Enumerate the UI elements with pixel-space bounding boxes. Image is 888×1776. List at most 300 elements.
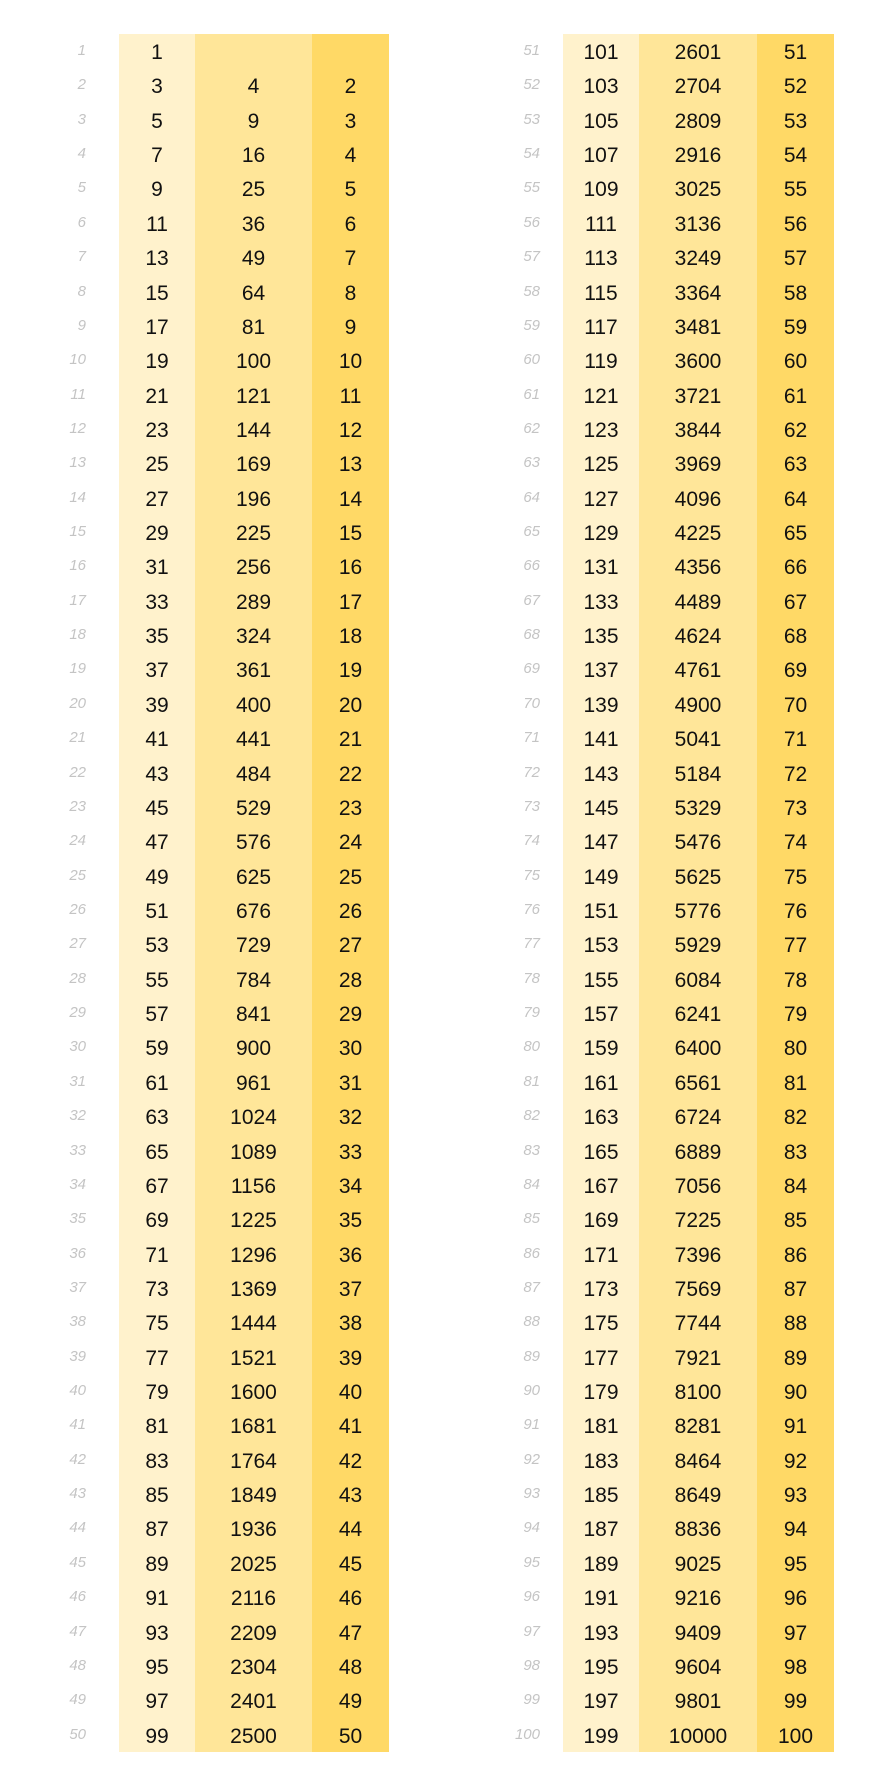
- odd-number-cell: 149: [583, 865, 619, 889]
- row-number: 80: [523, 1038, 540, 1056]
- square-cell: 2401: [230, 1690, 277, 1714]
- index-cell: 55: [783, 178, 808, 202]
- odd-number-cell: 97: [145, 1690, 169, 1714]
- row-number: 79: [523, 1004, 540, 1022]
- table-row: [0, 584, 888, 618]
- square-cell: 100: [235, 350, 272, 374]
- square-cell: 4096: [674, 487, 722, 511]
- row-number: 18: [69, 626, 86, 644]
- index-cell: 31: [338, 1071, 363, 1095]
- odd-number-cell: 17: [145, 315, 169, 339]
- square-cell: 9604: [674, 1655, 722, 1679]
- square-cell: 1296: [230, 1243, 277, 1267]
- odd-number-cell: 33: [145, 590, 169, 614]
- square-cell: 49: [241, 247, 266, 271]
- square-cell: 3136: [674, 212, 722, 236]
- odd-number-cell: 19: [145, 350, 169, 374]
- odd-number-cell: 121: [583, 384, 619, 408]
- odd-number-cell: 39: [145, 693, 169, 717]
- row-number: 87: [523, 1278, 540, 1296]
- index-cell: 84: [783, 1174, 808, 1198]
- odd-number-cell: 85: [145, 1484, 169, 1508]
- odd-number-cell: 115: [584, 281, 618, 305]
- odd-number-cell: 3: [151, 75, 163, 99]
- odd-number-cell: 161: [583, 1071, 619, 1095]
- odd-number-cell: 21: [145, 384, 169, 408]
- row-number: 35: [69, 1210, 86, 1228]
- row-number: 38: [69, 1313, 86, 1331]
- row-number: 51: [523, 42, 540, 59]
- odd-number-cell: 189: [583, 1552, 619, 1576]
- square-cell: 3249: [674, 247, 722, 271]
- square-cell: 9: [247, 109, 260, 133]
- odd-number-cell: 141: [583, 728, 619, 752]
- row-number: 36: [69, 1244, 86, 1262]
- row-number: 99: [523, 1691, 540, 1709]
- index-cell: 34: [338, 1174, 363, 1198]
- square-cell: 576: [235, 831, 272, 855]
- index-cell: 19: [338, 659, 363, 683]
- row-number: 13: [69, 454, 86, 472]
- index-cell: 88: [783, 1312, 808, 1336]
- odd-number-cell: 191: [583, 1587, 619, 1611]
- index-cell: 15: [338, 522, 363, 546]
- row-number: 42: [69, 1450, 86, 1468]
- index-cell: 100: [777, 1724, 814, 1748]
- table-row: [0, 790, 888, 824]
- index-cell: 6: [344, 212, 357, 236]
- row-number: 44: [69, 1519, 86, 1537]
- square-cell: 6889: [674, 1140, 722, 1164]
- odd-number-cell: 119: [584, 350, 618, 374]
- row-number: 32: [69, 1107, 86, 1125]
- table-row: [0, 206, 888, 240]
- index-cell: 17: [338, 590, 363, 614]
- index-cell: 38: [338, 1312, 363, 1336]
- square-cell: 8100: [674, 1381, 722, 1405]
- row-number: 60: [523, 351, 540, 369]
- odd-number-cell: 103: [583, 75, 619, 99]
- row-number: 84: [523, 1175, 540, 1193]
- row-number: 22: [69, 763, 86, 781]
- index-cell: 99: [783, 1690, 808, 1714]
- square-cell: 289: [235, 590, 272, 614]
- row-number: 15: [69, 523, 86, 541]
- index-cell: 72: [783, 762, 808, 786]
- index-cell: 33: [338, 1140, 363, 1164]
- odd-number-cell: 27: [145, 487, 169, 511]
- table-row: [0, 824, 888, 858]
- square-cell: 8649: [674, 1484, 722, 1508]
- square-cell: 4225: [674, 522, 722, 546]
- square-cell: 4489: [674, 590, 722, 614]
- odd-number-cell: 131: [583, 556, 619, 580]
- index-cell: 40: [338, 1381, 363, 1405]
- square-cell: 7921: [674, 1346, 722, 1370]
- index-cell: 58: [783, 281, 808, 305]
- row-number: 70: [523, 694, 540, 712]
- square-cell: 8836: [674, 1518, 722, 1542]
- odd-number-cell: 169: [583, 1209, 619, 1233]
- index-cell: 43: [338, 1484, 363, 1508]
- table-row: [0, 1615, 888, 1649]
- row-number: 3: [77, 110, 86, 128]
- row-number: 5: [77, 179, 86, 197]
- index-cell: 56: [783, 212, 808, 236]
- odd-number-cell: 59: [145, 1037, 169, 1061]
- odd-number-cell: 167: [583, 1174, 619, 1198]
- row-number: 30: [69, 1038, 86, 1056]
- odd-number-cell: 43: [145, 762, 169, 786]
- row-number: 37: [69, 1278, 86, 1296]
- table-row: [0, 1271, 888, 1305]
- index-cell: 35: [338, 1209, 363, 1233]
- row-number: 72: [523, 763, 540, 781]
- row-number: 81: [523, 1072, 540, 1090]
- index-cell: 8: [344, 281, 357, 305]
- square-cell: 1024: [230, 1106, 277, 1130]
- odd-number-cell: 105: [583, 109, 619, 133]
- row-number: 88: [523, 1313, 540, 1331]
- index-cell: 93: [783, 1484, 808, 1508]
- index-cell: 24: [338, 831, 363, 855]
- index-cell: 23: [338, 796, 363, 820]
- square-cell: 361: [235, 659, 272, 683]
- table-row: [0, 1305, 888, 1339]
- square-cell: 441: [235, 728, 272, 752]
- row-number: 58: [523, 282, 540, 300]
- square-cell: 4356: [674, 556, 722, 580]
- row-number: 98: [523, 1656, 540, 1674]
- index-cell: 89: [783, 1346, 808, 1370]
- square-cell: 3481: [674, 315, 722, 339]
- odd-number-cell: 1: [151, 41, 163, 64]
- odd-number-cell: 125: [583, 453, 619, 477]
- index-cell: 46: [338, 1587, 363, 1611]
- index-cell: 50: [338, 1724, 363, 1748]
- row-number: 85: [523, 1210, 540, 1228]
- row-number: 93: [523, 1485, 540, 1503]
- row-number: 69: [523, 660, 540, 678]
- row-number: 39: [69, 1347, 86, 1365]
- odd-number-cell: 153: [583, 934, 619, 958]
- table-row: [0, 1237, 888, 1271]
- odd-number-cell: 187: [583, 1518, 619, 1542]
- row-number: 26: [69, 901, 86, 918]
- index-cell: 32: [338, 1106, 363, 1130]
- row-number: 43: [69, 1485, 86, 1503]
- table-row: [0, 171, 888, 205]
- odd-number-cell: 183: [583, 1449, 619, 1473]
- odd-number-cell: 195: [583, 1655, 619, 1679]
- square-cell: 1600: [230, 1381, 277, 1405]
- odd-number-cell: 147: [583, 831, 619, 855]
- index-cell: 97: [783, 1621, 808, 1645]
- odd-number-cell: 87: [145, 1518, 169, 1542]
- odd-number-cell: 99: [145, 1724, 169, 1748]
- index-cell: 79: [783, 1003, 808, 1027]
- square-cell: 1369: [230, 1277, 277, 1301]
- table-row: [0, 618, 888, 652]
- row-number: 53: [523, 110, 540, 128]
- row-number: 57: [523, 248, 540, 266]
- table-row: [0, 1718, 888, 1752]
- index-cell: 9: [344, 315, 357, 339]
- square-cell: 5184: [674, 762, 722, 786]
- odd-number-cell: 101: [583, 41, 619, 64]
- square-cell: 8464: [674, 1449, 722, 1473]
- index-cell: 49: [338, 1690, 363, 1714]
- index-cell: 51: [783, 41, 808, 64]
- table-row: [0, 1546, 888, 1580]
- odd-number-cell: 49: [145, 865, 169, 889]
- square-cell: 4: [247, 75, 260, 99]
- odd-number-cell: 47: [145, 831, 169, 855]
- row-number: 77: [523, 935, 540, 953]
- odd-number-cell: 13: [145, 247, 169, 271]
- table-row: [0, 996, 888, 1030]
- row-number: 10: [69, 351, 86, 369]
- odd-number-cell: 81: [145, 1415, 169, 1439]
- row-number: 78: [523, 969, 540, 987]
- square-cell: 6724: [674, 1106, 722, 1130]
- square-cell: 1444: [230, 1312, 277, 1336]
- row-number: 20: [69, 694, 86, 712]
- odd-number-cell: 67: [145, 1174, 169, 1198]
- index-cell: 64: [783, 487, 808, 511]
- row-number: 12: [69, 419, 86, 437]
- table-row: [0, 309, 888, 343]
- table-row: [0, 1408, 888, 1442]
- square-cell: 961: [235, 1071, 272, 1095]
- odd-number-cell: 139: [583, 693, 619, 717]
- odd-number-cell: 71: [145, 1243, 169, 1267]
- square-cell: 3364: [674, 281, 722, 305]
- table-row: [0, 1374, 888, 1408]
- odd-number-cell: 129: [583, 522, 619, 546]
- row-number: 97: [523, 1622, 540, 1640]
- row-number: 4: [77, 145, 86, 163]
- index-cell: 5: [344, 178, 357, 202]
- index-cell: 39: [338, 1346, 363, 1370]
- index-cell: 18: [338, 625, 363, 649]
- index-cell: 90: [783, 1381, 808, 1405]
- row-number: 17: [69, 591, 86, 609]
- row-number: 47: [69, 1622, 86, 1640]
- index-cell: 12: [338, 418, 363, 442]
- table-row: [0, 1649, 888, 1683]
- table-row: [0, 103, 888, 137]
- row-number: 91: [523, 1416, 540, 1434]
- square-cell: 3721: [674, 384, 722, 408]
- index-cell: 59: [783, 315, 808, 339]
- row-number: 52: [523, 76, 540, 94]
- index-cell: 20: [338, 693, 363, 717]
- table-row: [0, 859, 888, 893]
- index-cell: 52: [783, 75, 808, 99]
- row-number: 66: [523, 557, 540, 575]
- square-cell: 1849: [230, 1484, 277, 1508]
- square-cell: 1225: [230, 1209, 277, 1233]
- index-cell: 60: [783, 350, 808, 374]
- index-cell: 3: [344, 109, 357, 133]
- row-number: 11: [70, 385, 86, 403]
- index-cell: 53: [783, 109, 808, 133]
- index-cell: 85: [783, 1209, 808, 1233]
- odd-number-cell: 113: [584, 247, 618, 271]
- index-cell: 4: [344, 144, 357, 168]
- row-number: 54: [523, 145, 540, 163]
- odd-number-cell: 91: [145, 1587, 169, 1611]
- index-cell: 14: [338, 487, 363, 511]
- row-number: 56: [523, 213, 540, 231]
- square-cell: 2116: [230, 1587, 277, 1611]
- odd-number-cell: 155: [583, 968, 619, 992]
- square-cell: 324: [235, 625, 272, 649]
- odd-number-cell: 107: [583, 144, 619, 168]
- square-cell: 5776: [674, 900, 722, 923]
- table-row: [0, 756, 888, 790]
- odd-number-cell: 29: [145, 522, 169, 546]
- index-cell: 41: [338, 1415, 363, 1439]
- square-cell: 9025: [674, 1552, 722, 1576]
- row-number: 19: [69, 660, 86, 678]
- odd-number-cell: 137: [583, 659, 619, 683]
- index-cell: 96: [783, 1587, 808, 1611]
- square-cell: 10000: [668, 1724, 728, 1748]
- odd-number-cell: 133: [583, 590, 619, 614]
- row-number: 55: [523, 179, 540, 197]
- table-row: [0, 1511, 888, 1545]
- index-cell: 83: [783, 1140, 808, 1164]
- square-cell: 729: [235, 934, 272, 958]
- square-cell: 196: [235, 487, 272, 511]
- table-row: [0, 481, 888, 515]
- index-cell: 68: [783, 625, 808, 649]
- odd-number-cell: 37: [145, 659, 169, 683]
- table-row: [0, 446, 888, 480]
- row-number: 82: [523, 1107, 540, 1125]
- odd-number-cell: 9: [151, 178, 163, 202]
- square-cell: 6561: [674, 1071, 722, 1095]
- index-cell: 30: [338, 1037, 363, 1061]
- square-cell: 5041: [674, 728, 722, 752]
- square-cell: 25: [241, 178, 266, 202]
- row-number: 24: [69, 832, 86, 850]
- index-cell: 47: [338, 1621, 363, 1645]
- square-cell: 6241: [674, 1003, 722, 1027]
- odd-number-cell: 45: [145, 796, 169, 820]
- index-cell: 7: [344, 247, 357, 271]
- odd-number-cell: 165: [583, 1140, 619, 1164]
- row-number: 27: [69, 935, 86, 953]
- square-cell: 2304: [230, 1655, 277, 1679]
- row-number: 33: [69, 1141, 86, 1159]
- square-cell: 2916: [674, 144, 722, 168]
- table-row: [0, 240, 888, 274]
- square-cell: 1156: [230, 1174, 277, 1198]
- row-number: 62: [523, 419, 540, 437]
- square-cell: 3844: [674, 418, 722, 442]
- index-cell: 61: [783, 384, 808, 408]
- table-row: [0, 1065, 888, 1099]
- square-cell: 1089: [230, 1140, 277, 1164]
- square-cell: 36: [241, 212, 266, 236]
- index-cell: 22: [338, 762, 363, 786]
- odd-number-cell: 197: [583, 1690, 619, 1714]
- odd-number-cell: 65: [145, 1140, 169, 1164]
- index-cell: 11: [339, 384, 362, 408]
- row-number: 31: [69, 1072, 86, 1090]
- row-number: 41: [69, 1416, 86, 1434]
- odd-number-cell: 163: [583, 1106, 619, 1130]
- square-cell: 225: [235, 522, 272, 546]
- table-row: [0, 893, 888, 927]
- table-row: [0, 927, 888, 961]
- square-cell: 7396: [674, 1243, 722, 1267]
- odd-number-cell: 175: [583, 1312, 619, 1336]
- index-cell: 37: [338, 1277, 363, 1301]
- square-cell: 900: [235, 1037, 272, 1061]
- row-number: 100: [514, 1725, 540, 1743]
- square-cell: 3600: [674, 350, 722, 374]
- row-number: 28: [69, 969, 86, 987]
- square-cell: 64: [241, 281, 266, 305]
- square-cell: 4900: [674, 693, 722, 717]
- index-cell: 10: [338, 350, 363, 374]
- row-number: 92: [523, 1450, 540, 1468]
- square-cell: 676: [235, 900, 272, 923]
- table-row: [0, 687, 888, 721]
- square-cell: 2601: [674, 41, 722, 64]
- table-row: [0, 1580, 888, 1614]
- odd-number-cell: 135: [583, 625, 619, 649]
- table-row: [0, 721, 888, 755]
- row-number: 67: [523, 591, 540, 609]
- square-cell: 2025: [230, 1552, 277, 1576]
- table-row: [0, 1340, 888, 1374]
- square-cell: 400: [235, 693, 272, 717]
- index-cell: 70: [783, 693, 808, 717]
- square-cell: 8281: [674, 1415, 722, 1439]
- index-cell: 2: [344, 75, 357, 99]
- index-cell: 73: [783, 796, 808, 820]
- index-cell: 81: [783, 1071, 808, 1095]
- odd-number-cell: 157: [583, 1003, 619, 1027]
- square-cell: 5929: [674, 934, 722, 958]
- table-row: [0, 515, 888, 549]
- square-cell: 529: [235, 796, 272, 820]
- table-row: [0, 378, 888, 412]
- table-row: [0, 1477, 888, 1511]
- square-cell: 121: [235, 384, 272, 408]
- odd-number-cell: 93: [145, 1621, 169, 1645]
- odd-number-cell: 75: [145, 1312, 169, 1336]
- row-number: 65: [523, 523, 540, 541]
- row-number: 23: [69, 797, 86, 815]
- square-cell: 7056: [674, 1174, 722, 1198]
- odd-number-cell: 55: [145, 968, 169, 992]
- square-cell: 9409: [674, 1621, 722, 1645]
- table-row: [0, 1443, 888, 1477]
- table-row: [0, 652, 888, 686]
- index-cell: 63: [783, 453, 808, 477]
- square-cell: 6400: [674, 1037, 722, 1061]
- odd-number-cell: 185: [583, 1484, 619, 1508]
- square-cell: 169: [235, 453, 272, 477]
- odd-number-cell: 41: [145, 728, 169, 752]
- square-cell: 7225: [674, 1209, 722, 1233]
